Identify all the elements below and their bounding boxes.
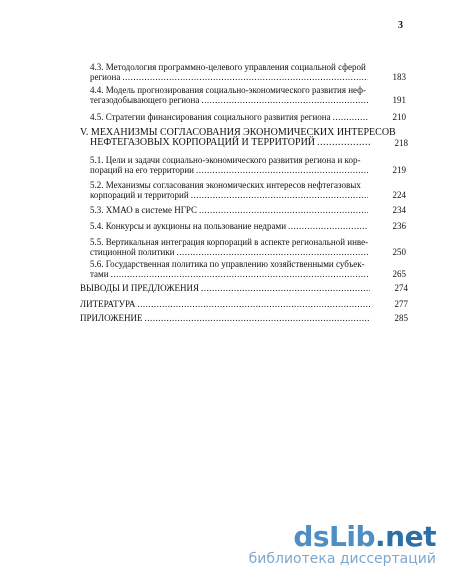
- toc-entry: [90, 62, 406, 82]
- toc-page-number: 265: [392, 269, 406, 279]
- toc-page-number: 236: [392, 221, 406, 231]
- toc-entry-title-line: корпораций и территорий: [90, 190, 189, 200]
- dot-leader: [111, 269, 368, 279]
- toc-entry-title-line: 5.5. Вертикальная интеграция корпораций в аспекте региональной инве-: [90, 237, 369, 247]
- watermark-caption: библиотека диссертаций: [248, 551, 436, 567]
- toc-entry: [80, 313, 408, 323]
- toc-page-number: 183: [392, 72, 406, 82]
- toc-page-number: 285: [394, 313, 408, 323]
- toc-entry: [90, 221, 406, 231]
- toc-entry-title-line: 5.3. ХМАО в системе НГРС: [90, 205, 198, 215]
- toc-entry: [80, 127, 408, 148]
- toc-entry: [80, 283, 408, 293]
- toc-entry: [90, 112, 406, 122]
- toc-entry: [80, 299, 408, 309]
- dot-leader: [317, 138, 370, 148]
- toc-page-number: 224: [392, 190, 406, 200]
- toc-entry: [90, 259, 406, 279]
- dslib-watermark: [249, 520, 436, 567]
- dot-leader: [177, 247, 368, 257]
- toc-page-number: 250: [392, 247, 406, 257]
- dot-leader: [122, 72, 368, 82]
- toc-entry-title-line: 5.4. Конкурсы и аукционы на пользование недрами: [90, 221, 287, 231]
- toc-page-number: 219: [392, 165, 406, 175]
- toc-entry: [90, 180, 406, 200]
- toc-entry-title-line: НЕФТЕГАЗОВЫХ КОРПОРАЦИЙ И ТЕРРИТОРИЙ: [90, 137, 316, 148]
- toc-page-number: 274: [394, 283, 408, 293]
- dot-leader: [288, 221, 368, 231]
- toc-entry: [90, 155, 406, 175]
- dot-leader: [333, 112, 368, 122]
- dot-leader: [199, 205, 368, 215]
- dot-leader: [201, 95, 368, 105]
- toc-entry: [90, 85, 406, 105]
- dot-leader: [196, 165, 368, 175]
- toc-entry-title-line: 5.1. Цели и задачи социально-экономического развития региона и кор-: [90, 155, 361, 165]
- toc-entry: [90, 237, 406, 257]
- toc-entry-title-line: 5.6. Государственная политика по управлению хозяйственными субъек-: [90, 259, 365, 269]
- toc-entry-title-line: 4.4. Модель прогнозирования социально-экономического развития неф-: [90, 85, 366, 95]
- toc-entry: [90, 205, 406, 215]
- toc-entry-title-line: тегазодобывающего региона: [90, 95, 200, 105]
- toc-page-number: 218: [394, 138, 408, 148]
- page-number: 3: [398, 20, 403, 31]
- toc-entry-title-line: пораций на его территории: [90, 165, 194, 175]
- dslib-logo: dsLib.net: [293, 520, 436, 553]
- toc-entry-title-line: тами: [90, 269, 109, 279]
- toc-page-number: 191: [392, 95, 406, 105]
- dot-leader: [201, 283, 370, 293]
- toc-page-number: 277: [394, 299, 408, 309]
- toc-entry-title-line: стиционной политики: [90, 247, 175, 257]
- toc-entry-title-line: ПРИЛОЖЕНИЕ: [80, 313, 143, 323]
- toc-entry-title-line: 4.5. Стратегии финансирования социального развития региона: [90, 112, 331, 122]
- toc-entry-title-line: ЛИТЕРАТУРА: [80, 299, 136, 309]
- dot-leader: [137, 299, 370, 309]
- toc-entry-title-line: ВЫВОДЫ И ПРЕДЛОЖЕНИЯ: [80, 283, 199, 293]
- toc-page-number: 210: [392, 112, 406, 122]
- toc-entry-title-line: 4.3. Методология программно-целевого управления социальной сферой: [90, 62, 366, 72]
- toc-page-number: 234: [392, 205, 406, 215]
- dot-leader: [144, 313, 370, 323]
- toc-entry-title-line: региона: [90, 72, 121, 82]
- toc-entry-title-line: V. МЕХАНИЗМЫ СОГЛАСОВАНИЯ ЭКОНОМИЧЕСКИХ ИНТЕРЕСОВ: [80, 127, 396, 138]
- toc-entry-title-line: 5.2. Механизмы согласования экономических интересов нефтегазовых: [90, 180, 361, 190]
- dot-leader: [191, 190, 368, 200]
